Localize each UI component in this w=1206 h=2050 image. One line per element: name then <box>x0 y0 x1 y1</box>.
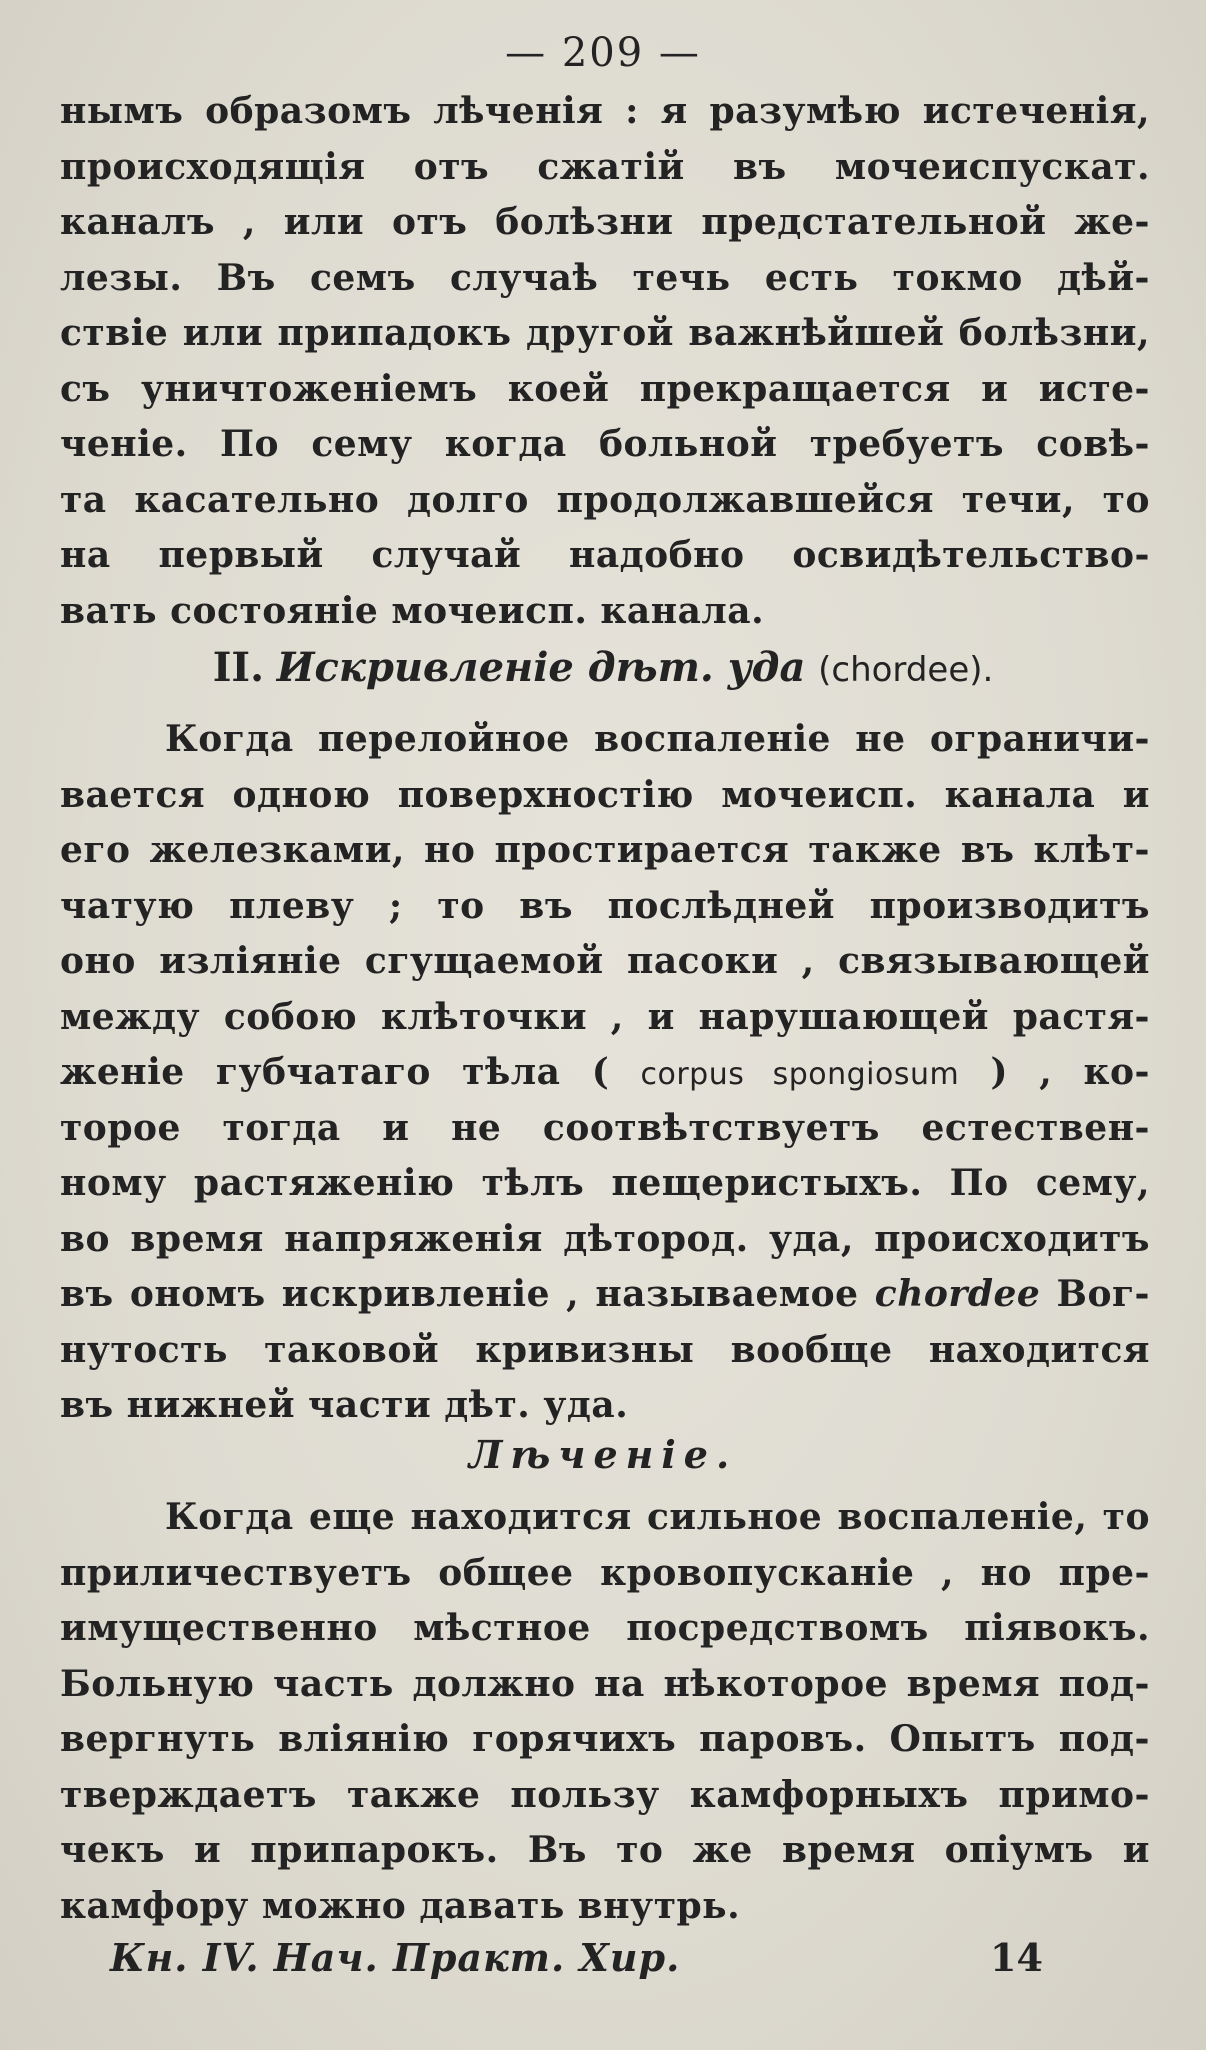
text-line: чекъ и припарокъ. Въ то же время опіумъ и <box>60 1829 1150 1871</box>
paragraph-1 <box>60 84 1150 639</box>
latin-term: corpus spongiosum <box>640 1057 960 1092</box>
text-line: въ нижней части дѣт. уда. <box>60 1384 629 1426</box>
text-line: имущественно мѣстное посредствомъ піявокъ. <box>60 1607 1150 1649</box>
text-line: Когда еще находится сильное воспаленіе, то <box>165 1496 1150 1538</box>
sheet-mark: 14 <box>990 1935 1043 1980</box>
text-line: Больную часть должно на нѣкоторое время под- <box>60 1662 1150 1705</box>
text-line: вается одною поверхностію мочеисп. канала и <box>60 773 1150 816</box>
text-line: тверждаетъ также пользу камфорныхъ примо- <box>60 1773 1150 1816</box>
text-line: оно изліяніе сгущаемой пасоки , связывающей <box>60 940 1150 982</box>
text-segment: Вог- <box>1056 1273 1150 1315</box>
text-line: торое тогда и не соотвѣтствуетъ естествен- <box>60 1106 1150 1149</box>
text-line: нымъ образомъ лѣченія : я разумѣю истеченія, <box>60 90 1150 132</box>
text-line: камфору можно давать внутрь. <box>60 1884 741 1927</box>
text-line: каналъ , или отъ болѣзни предстательной же- <box>60 201 1150 243</box>
section-number: II. <box>212 644 265 691</box>
paragraph-2 <box>60 712 1150 1434</box>
page-number: — 209 — <box>505 30 701 76</box>
text-line: происходящія отъ сжатій въ мочеиспускат. <box>60 145 1150 188</box>
text-line: приличествуетъ общее кровопусканіе , но пре- <box>60 1551 1150 1594</box>
text-segment: ) , ко- <box>990 1051 1150 1093</box>
text-line: вергнуть вліянію горячихъ паровъ. Опытъ под- <box>60 1718 1150 1760</box>
text-line: ному растяженію тѣлъ пещеристыхъ. По сему, <box>60 1162 1150 1204</box>
text-segment: женіе губчатаго тѣла ( <box>60 1051 610 1093</box>
text-line: между собою клѣточки , и нарушающей растя- <box>60 995 1150 1038</box>
text-line: на первый случай надобно освидѣтельство- <box>60 534 1150 576</box>
text-line <box>60 1045 1150 1101</box>
text-line: та касательно долго продолжавшейся течи, то <box>60 478 1150 521</box>
text-line: его железками, но простирается также въ клѣт- <box>60 829 1150 871</box>
signature-line: Кн. IV. Нач. Практ. Хир. <box>110 1935 681 1980</box>
section-heading <box>0 640 1206 698</box>
text-line: вать состояніе мочеисп. канала. <box>60 589 765 632</box>
text-line: съ уничтоженіемъ коей прекращается и исте- <box>60 367 1150 410</box>
text-segment: въ ономъ искривленіе , называемое <box>60 1273 859 1315</box>
italic-term: chordee <box>874 1273 1041 1315</box>
text-line: нутость таковой кривизны вообще находится <box>60 1328 1150 1371</box>
text-line <box>60 1267 1150 1323</box>
section-latin-term: (chordee). <box>818 650 994 690</box>
text-line: чатую плеву ; то въ послѣдней производитъ <box>60 884 1150 927</box>
paragraph-3 <box>60 1490 1150 1934</box>
text-line: ченіе. По сему когда больной требуетъ совѣ- <box>60 423 1150 465</box>
text-line: ствіе или припадокъ другой важнѣйшей болѣзни, <box>60 312 1150 354</box>
text-line: Когда перелойное воспаленіе не ограничи- <box>165 718 1150 760</box>
treatment-subheading: Лѣченіе. <box>468 1432 738 1477</box>
text-line: во время напряженія дѣтород. уда, происходитъ <box>60 1217 1150 1260</box>
section-title: Искривленіе дѣт. уда <box>276 644 806 691</box>
text-line: лезы. Въ семъ случаѣ течь есть токмо дѣй- <box>60 256 1150 299</box>
